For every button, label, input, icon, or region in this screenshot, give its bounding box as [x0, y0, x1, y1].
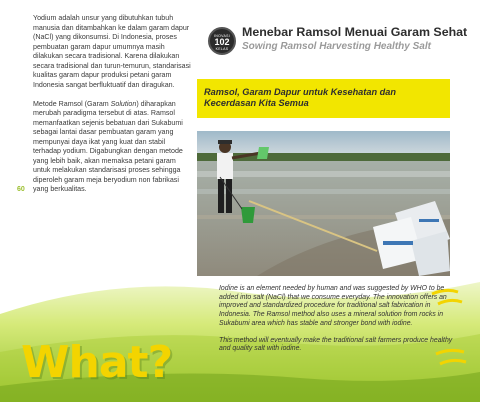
photo-illustration	[197, 131, 450, 276]
english-paragraph-1: Iodine is an element needed by human and was suggested by WHO to be added into salt (NaCl) that we consume everyday. The innovation offers an improved and standardized procedure for traditional salt fabrication in Indonesia. The Ramsol method also uses a mineral solution from rocks in Sukabumi area which has stable and stronger bond with iodine.	[219, 285, 447, 327]
logo-top-text: INOVASI	[213, 34, 231, 38]
salt-farmer-photo	[197, 131, 450, 276]
page-number: 60	[17, 186, 25, 193]
paragraph-2-end: ) diharapkan merubah paradigma tersebut di atas. Ramsol memanfaatkan sejenis bebatuan dari Sukabumi sebagai lantai dasar pembuatan garam yang mempunyai daya ikat yang kuat dan stabil terhadap yodium. Digabungkan dengan metode yang lebih baik, akan memaksa petani garam untuk melakukan standarisasi proses sehingga diperoleh garam meja beryodium non fabrikasi yang berkualitas.	[33, 99, 183, 193]
paragraph-2-start: Metode Ramsol (Garam	[33, 99, 111, 108]
headline-banner	[197, 79, 450, 118]
indonesian-paragraph-2	[33, 100, 191, 195]
page-title: Menebar Ramsol Menuai Garam Sehat	[242, 25, 468, 39]
english-paragraph-2: This method will eventually make the traditional salt farmers produce healthy and quality salt with iodine.	[219, 336, 453, 353]
banner-line-2: Kecerdasan Kita Semua	[204, 98, 309, 108]
what-label: What?	[21, 337, 173, 388]
indonesian-paragraph-1: Yodium adalah unsur yang dibutuhkan tubuh manusia dan ditambahkan ke dalam garam dapur (NaCl) yang dikonsumsi. Di Indonesia, proses pembuatan garam dapur umumnya masih dilakukan secara tradisional. Karena dilakukan secara tradisional dan turun-temurun, standarisasi kualitas garam dapur produksi petani garam Indonesia sangat berfluktuatif dan diragukan.	[33, 14, 191, 89]
indonesian-text-column	[33, 14, 191, 204]
banner-line-1: Ramsol, Garam Dapur untuk Kesehatan dan	[204, 87, 396, 97]
logo-bottom-text: KELAS	[215, 47, 229, 51]
english-text-block	[219, 285, 459, 362]
page-subtitle: Sowing Ramsol Harvesting Healthy Salt	[242, 41, 431, 52]
logo-number: 102	[214, 37, 230, 47]
innovation-logo-icon	[208, 27, 236, 55]
paragraph-2-italic: Solution	[110, 99, 137, 108]
